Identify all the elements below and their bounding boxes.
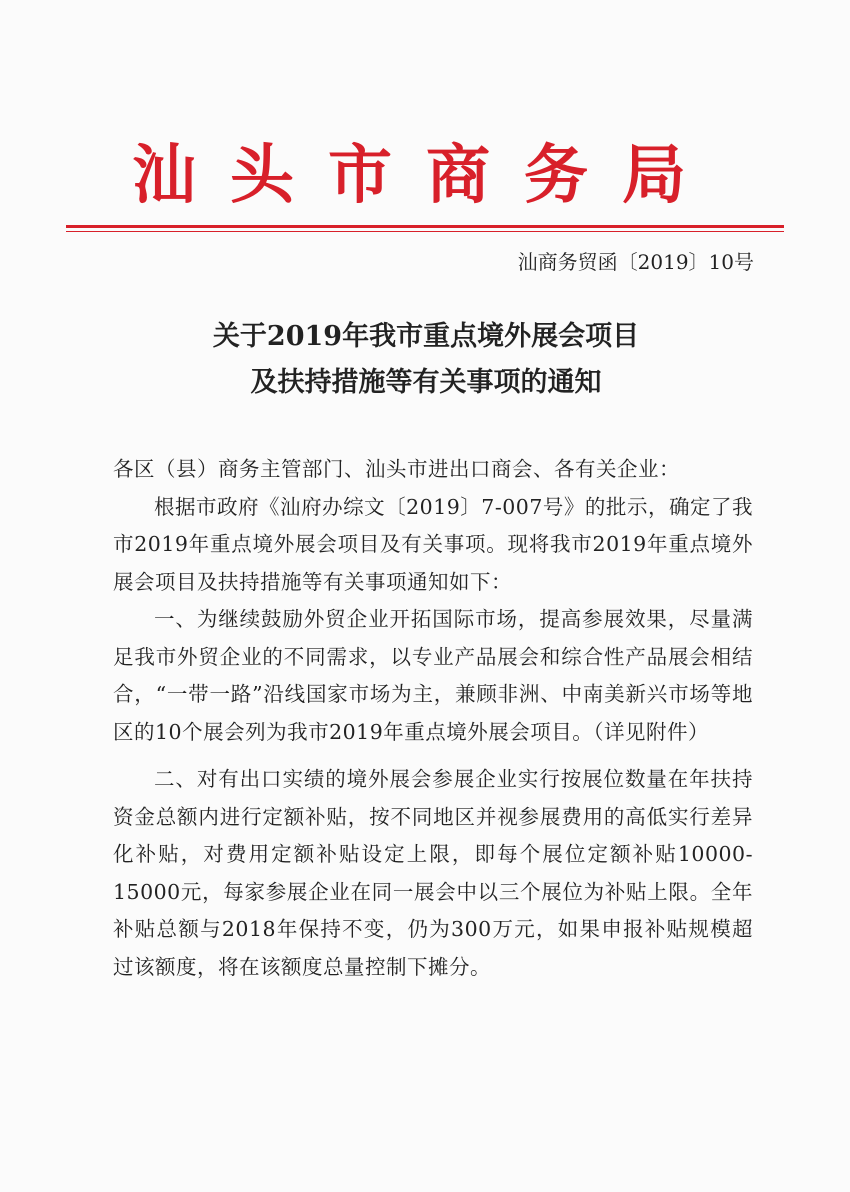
letterhead-rule-thin <box>66 231 784 232</box>
document-body <box>113 451 753 986</box>
salutation: 各区（县）商务主管部门、汕头市进出口商会、各有关企业： <box>113 457 680 481</box>
paragraph-item-2: 二、对有出口实绩的境外展会参展企业实行按展位数量在年扶持资金总额内进行定额补贴，按不同地区并视参展费用的高低实行差异化补贴，对费用定额补贴设定上限，即每个展位定额补贴10000-15000元，每家参展企业在同一展会中以三个展位为补贴上限。全年补贴总额与2018年保持不变，仍为300万元，如果申报补贴规模超过该额度，将在该额度总量控制下摊分。 <box>113 767 753 979</box>
letterhead-rule-thick <box>66 225 784 228</box>
document-title <box>70 314 782 406</box>
paragraph-intro: 根据市政府《汕府办综文〔2019〕7-007号》的批示，确定了我市2019年重点境外展会项目及有关事项。现将我市2019年重点境外展会项目及扶持措施等有关事项通知如下： <box>113 494 753 594</box>
paragraph-item-1: 一、为继续鼓励外贸企业开拓国际市场，提高参展效果，尽量满足我市外贸企业的不同需求，以专业产品展会和综合性产品展会相结合，“一带一路”沿线国家市场为主，兼顾非洲、中南美新兴市场等地区的10个展会列为我市2019年重点境外展会项目。（详见附件） <box>113 607 753 744</box>
title-line-2: 及扶持措施等有关事项的通知 <box>250 367 602 398</box>
agency-letterhead: 汕头市商务局 <box>132 138 720 213</box>
document-number: 汕商务贸函〔2019〕10号 <box>517 250 754 274</box>
title-line-1: 关于2019年我市重点境外展会项目 <box>212 321 640 352</box>
